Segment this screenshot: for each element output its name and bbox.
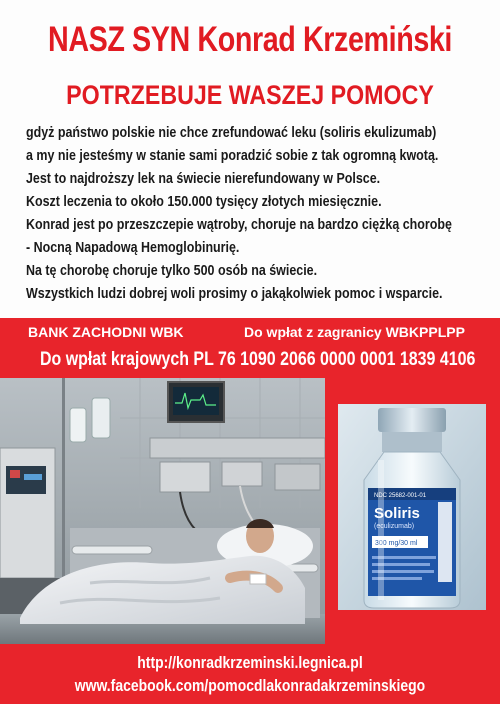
appeal-line: Koszt leczenia to około 150.000 tysięcy złotych miesięcznie. (26, 194, 382, 210)
appeal-line: Jest to najdroższy lek na świecie nierefundowany w Polsce. (26, 171, 381, 187)
appeal-line: a my nie jesteśmy w stanie sami poradzić sobie z tak ogromną kwotą. (26, 148, 439, 164)
vial-dose-text: 300 mg/30 ml (375, 540, 418, 547)
appeal-text (26, 122, 496, 306)
appeal-line: gdyż państwo polskie nie chce zrefundować leku (soliris ekulizumab) (26, 125, 437, 141)
hospital-photo (0, 378, 325, 644)
bank-account-number: Do wpłat krajowych PL 76 1090 2066 0000 0001 1839 4106 (40, 349, 476, 370)
bank-details-band (0, 318, 500, 378)
website-link[interactable]: http://konradkrzeminski.legnica.pl (137, 653, 363, 672)
facebook-link[interactable]: www.facebook.com/pomocdlakonradakrzeminskiego (74, 676, 426, 695)
vial-ndc-text: NDC 25682-001-01 (374, 493, 427, 499)
vial-generic-text: (eculizumab) (374, 523, 415, 530)
appeal-line: Na tę chorobę choruje tylko 500 osób na świecie. (26, 263, 318, 279)
appeal-line: Konrad jest po przeszczepie wątroby, choruje na bardzo ciężką chorobę (26, 217, 452, 233)
appeal-line: Wszystkich ludzi dobrej woli prosimy o jakąkolwiek pomoc i wsparcie. (26, 286, 443, 302)
appeal-line: - Nocną Napadową Hemoglobinurię. (26, 240, 240, 256)
poster-subtitle: POTRZEBUJE WASZEJ POMOCY (66, 80, 434, 110)
bank-name: BANK ZACHODNI WBK (28, 324, 184, 340)
photo-area (0, 378, 500, 644)
soliris-vial-photo (338, 404, 486, 610)
vial-brand-text: Soliris (374, 505, 420, 522)
bank-foreign-swift: Do wpłat z zagranicy WBKPPLPP (244, 324, 465, 340)
footer-links (0, 644, 500, 704)
poster-title: NASZ SYN Konrad Krzemiński (48, 20, 452, 59)
